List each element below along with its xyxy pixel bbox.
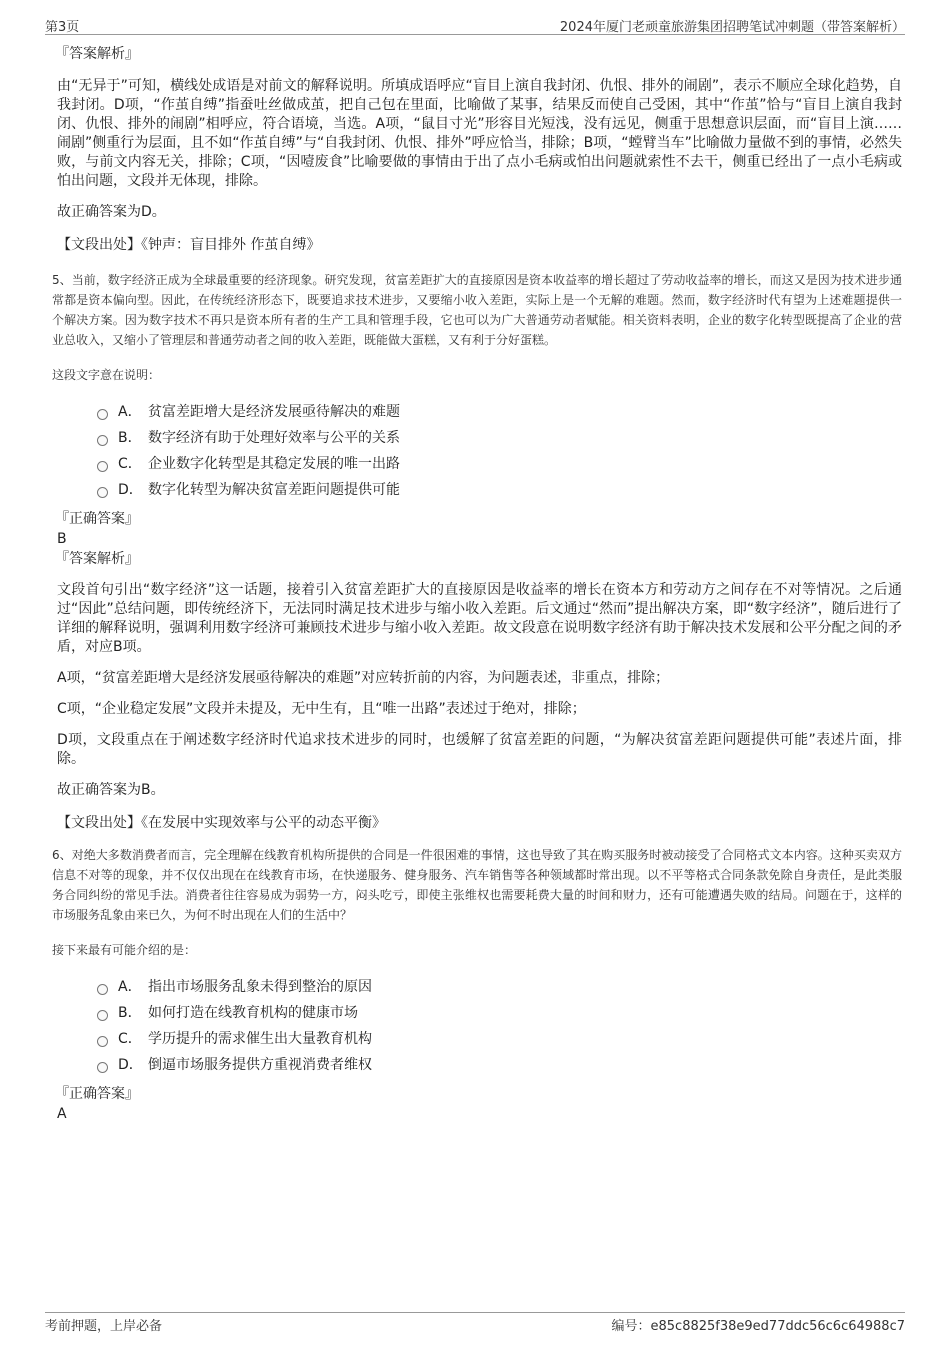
q6-correct-label: 『正确答案』 — [55, 1086, 139, 1102]
q5-c-analysis: C项，“企业稳定发展”文段并未提及，无中生有，且“唯一出路”表述过于绝对，排除； — [57, 701, 586, 717]
radio-icon[interactable] — [97, 1036, 108, 1047]
q5-prompt: 这段文字意在说明： — [52, 368, 161, 382]
page-number: 第3页 — [45, 20, 80, 35]
document-title: 2024年厦门老顽童旅游集团招聘笔试冲刺题（带答案解析） — [559, 20, 905, 35]
radio-icon[interactable] — [97, 461, 108, 472]
q5-source: 【文段出处】《在发展中实现效率与公平的动态平衡》 — [57, 815, 386, 831]
q5-option-d[interactable]: D． 数字化转型为解决贫富差距问题提供可能 — [97, 477, 902, 503]
page-content — [52, 44, 902, 1124]
q5-option-a[interactable]: A． 贫富差距增大是经济发展亟待解决的难题 — [97, 399, 902, 425]
radio-icon[interactable] — [97, 409, 108, 420]
radio-icon[interactable] — [97, 1010, 108, 1021]
q4-conclusion: 故正确答案为D。 — [57, 204, 166, 220]
q5-answer: B — [57, 531, 67, 547]
q5-d-analysis: D项，文段重点在于阐述数字经济时代追求技术进步的同时，也缓解了贫富差距的问题，“为解决贫富差距问题提供可能”表述片面，排除。 — [57, 732, 902, 767]
q6-stem: 6、对绝大多数消费者而言，完全理解在线教育机构所提供的合同是一件很困难的事情，这也导致了其在购买服务时被动接受了合同格式文本内容。这种买卖双方信息不对等的现象，并不仅仅出现在在线教育市场，在快递服务、健身服务、汽车销售等各种领域都时常出现。以不平等格式合同条款免除自身责任，是此类服务合同纠纷的常见手法。消费者往往容易成为弱势一方，闷头吃亏，即使主张维权也需要耗费大量的时间和财力，还有可能遭遇失败的结局。问题在于，这样的市场服务乱象由来已久，为何不时出现在人们的生活中？ — [52, 848, 902, 922]
radio-icon[interactable] — [97, 487, 108, 498]
q5-conclusion: 故正确答案为B。 — [57, 782, 165, 798]
q6-options — [97, 974, 902, 1078]
page-header — [45, 14, 905, 35]
q6-option-c[interactable]: C． 学历提升的需求催生出大量教育机构 — [97, 1026, 902, 1052]
radio-icon[interactable] — [97, 984, 108, 995]
q4-source: 【文段出处】《钟声：盲目排外 作茧自缚》 — [57, 237, 321, 253]
q6-prompt: 接下来最有可能介绍的是： — [52, 943, 197, 957]
q5-a-analysis: A项，“贫富差距增大是经济发展亟待解决的难题”对应转折前的内容，为问题表述，非重点，排除； — [57, 670, 670, 686]
q6-answer: A — [57, 1106, 67, 1122]
q5-options — [97, 399, 902, 503]
radio-icon[interactable] — [97, 435, 108, 446]
page-footer — [45, 1312, 905, 1333]
q6-option-b[interactable]: B． 如何打造在线教育机构的健康市场 — [97, 1000, 902, 1026]
q5-option-b[interactable]: B． 数字经济有助于处理好效率与公平的关系 — [97, 425, 902, 451]
document-id: 编号：e85c8825f38e9ed77ddc56c6c64988c7 — [611, 1319, 905, 1334]
q5-option-c[interactable]: C． 企业数字化转型是其稳定发展的唯一出路 — [97, 451, 902, 477]
q5-correct-label: 『正确答案』 — [55, 511, 139, 527]
q5-analysis: 文段首句引出“数字经济”这一话题，接着引入贫富差距扩大的直接原因是收益率的增长在资本方和劳动方之间存在不对等情况。之后通过“因此”总结问题，即传统经济下，无法同时满足技术进步与缩小收入差距。后文通过“然而”提出解决方案，即“数字经济”，随后进行了详细的解释说明，强调利用数字经济可兼顾技术进步与缩小收入差距。故文段意在说明数字经济有助于解决技术发展和公平分配之间的矛盾，对应B项。 — [57, 582, 902, 655]
q5-stem: 5、当前，数字经济正成为全球最重要的经济现象。研究发现，贫富差距扩大的直接原因是资本收益率的增长超过了劳动收益率的增长，而这又是因为技术进步通常都是资本偏向型。因此，在传统经济形态下，既要追求技术进步，又要缩小收入差距，实际上是一个无解的难题。然而，数字经济时代有望为上述难题提供一个解决方案。因为数字技术不再只是资本所有者的生产工具和管理手段，它也可以为广大普通劳动者赋能。相关资料表明，企业的数字化转型既提高了企业的营业总收入，又缩小了管理层和普通劳动者之间的收入差距，既能做大蛋糕，又有利于分好蛋糕。 — [52, 273, 902, 347]
q5-analysis-label: 『答案解析』 — [55, 551, 139, 567]
radio-icon[interactable] — [97, 1062, 108, 1073]
q4-analysis-label: 『答案解析』 — [55, 46, 139, 62]
q6-option-a[interactable]: A． 指出市场服务乱象未得到整治的原因 — [97, 974, 902, 1000]
footer-slogan: 考前押题，上岸必备 — [45, 1319, 163, 1334]
q6-option-d[interactable]: D． 倒逼市场服务提供方重视消费者维权 — [97, 1052, 902, 1078]
q4-analysis: 由“无异于”可知，横线处成语是对前文的解释说明。所填成语呼应“盲目上演自我封闭、仇恨、排外的闹剧”，表示不顺应全球化趋势，自我封闭。D项，“作茧自缚”指蚕吐丝做成茧，把自己包在里面，比喻做了某事，结果反而使自己受困，其中“作茧”恰与“盲目上演自我封闭、仇恨、排外的闹剧”相呼应，符合语境，当选。A项，“鼠目寸光”形容目光短浅，没有远见，侧重于思想意识层面，而“盲目上演……闹剧”侧重行为层面，且不如“作茧自缚”与“自我封闭、仇恨、排外”呼应恰当，排除；B项，“螳臂当车”比喻做力量做不到的事情，必然失败，与前文内容无关，排除；C项，“因噎废食”比喻要做的事情由于出了点小毛病或怕出问题就索性不去干，侧重已经出了一点小毛病或怕出问题，文段并无体现，排除。 — [57, 78, 902, 189]
